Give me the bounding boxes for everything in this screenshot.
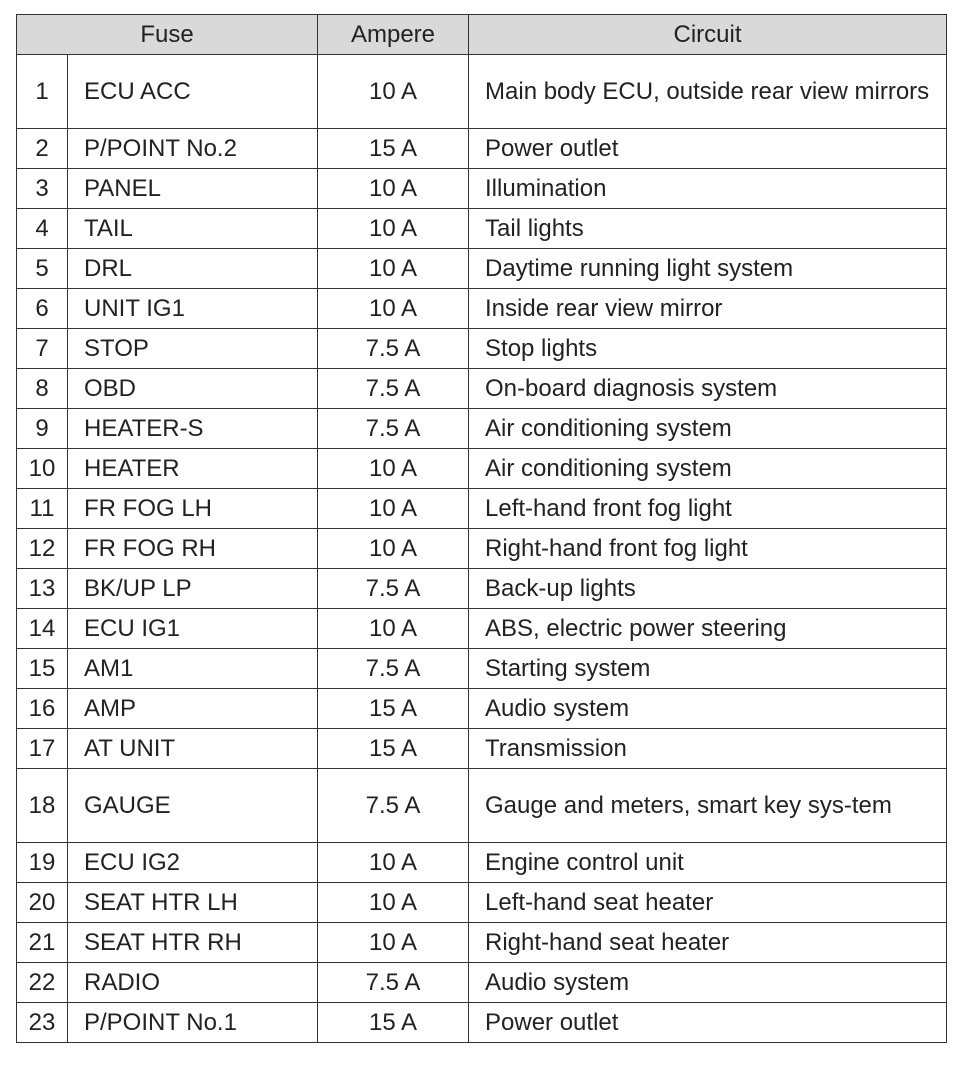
- header-fuse: Fuse: [17, 15, 318, 55]
- circuit-cell: Power outlet: [469, 1003, 947, 1043]
- header-circuit: Circuit: [469, 15, 947, 55]
- ampere-cell: 10 A: [318, 209, 469, 249]
- fuse-name-cell: P/POINT No.1: [68, 1003, 318, 1043]
- circuit-cell: Left-hand seat heater: [469, 883, 947, 923]
- fuse-name-cell: AM1: [68, 649, 318, 689]
- ampere-cell: 7.5 A: [318, 963, 469, 1003]
- table-row: [17, 1003, 947, 1043]
- circuit-cell: Illumination: [469, 169, 947, 209]
- fuse-number-cell: 23: [17, 1003, 68, 1043]
- table-row: [17, 329, 947, 369]
- fuse-number-cell: 6: [17, 289, 68, 329]
- fuse-number-cell: 22: [17, 963, 68, 1003]
- circuit-cell: Main body ECU, outside rear view mirrors: [469, 55, 947, 129]
- table-row: [17, 569, 947, 609]
- fuse-number-cell: 11: [17, 489, 68, 529]
- fuse-number-cell: 14: [17, 609, 68, 649]
- fuse-number-cell: 1: [17, 55, 68, 129]
- fuse-number-cell: 7: [17, 329, 68, 369]
- fuse-name-cell: SEAT HTR LH: [68, 883, 318, 923]
- circuit-cell: Transmission: [469, 729, 947, 769]
- table-row: [17, 609, 947, 649]
- fuse-number-cell: 12: [17, 529, 68, 569]
- table-row: [17, 689, 947, 729]
- fuse-name-cell: STOP: [68, 329, 318, 369]
- fuse-number-cell: 21: [17, 923, 68, 963]
- fuse-number-cell: 15: [17, 649, 68, 689]
- table-row: [17, 249, 947, 289]
- ampere-cell: 10 A: [318, 289, 469, 329]
- ampere-cell: 10 A: [318, 883, 469, 923]
- circuit-cell: Gauge and meters, smart key sys-tem: [469, 769, 947, 843]
- fuse-number-cell: 13: [17, 569, 68, 609]
- ampere-cell: 7.5 A: [318, 409, 469, 449]
- fuse-name-cell: ECU IG2: [68, 843, 318, 883]
- fuse-name-cell: SEAT HTR RH: [68, 923, 318, 963]
- table-row: [17, 529, 947, 569]
- fuse-name-cell: HEATER: [68, 449, 318, 489]
- header-row: [17, 15, 947, 55]
- fuse-name-cell: BK/UP LP: [68, 569, 318, 609]
- circuit-cell: Back-up lights: [469, 569, 947, 609]
- ampere-cell: 15 A: [318, 1003, 469, 1043]
- table-row: [17, 209, 947, 249]
- circuit-cell: Right-hand front fog light: [469, 529, 947, 569]
- fuse-name-cell: FR FOG RH: [68, 529, 318, 569]
- ampere-cell: 7.5 A: [318, 769, 469, 843]
- circuit-cell: Daytime running light system: [469, 249, 947, 289]
- fuse-name-cell: OBD: [68, 369, 318, 409]
- circuit-cell: Air conditioning system: [469, 409, 947, 449]
- circuit-cell: Audio system: [469, 963, 947, 1003]
- fuse-name-cell: P/POINT No.2: [68, 129, 318, 169]
- table-row: [17, 963, 947, 1003]
- circuit-cell: ABS, electric power steering: [469, 609, 947, 649]
- table-row: [17, 369, 947, 409]
- table-row: [17, 449, 947, 489]
- fuse-name-cell: AMP: [68, 689, 318, 729]
- circuit-cell: Starting system: [469, 649, 947, 689]
- fuse-number-cell: 19: [17, 843, 68, 883]
- fuse-name-cell: GAUGE: [68, 769, 318, 843]
- header-ampere: Ampere: [318, 15, 469, 55]
- circuit-cell: Right-hand seat heater: [469, 923, 947, 963]
- ampere-cell: 10 A: [318, 843, 469, 883]
- ampere-cell: 10 A: [318, 529, 469, 569]
- circuit-cell: Engine control unit: [469, 843, 947, 883]
- fuse-name-cell: TAIL: [68, 209, 318, 249]
- table-row: [17, 169, 947, 209]
- fuse-number-cell: 9: [17, 409, 68, 449]
- fuse-number-cell: 10: [17, 449, 68, 489]
- table-row: [17, 489, 947, 529]
- table-row: [17, 883, 947, 923]
- ampere-cell: 10 A: [318, 923, 469, 963]
- ampere-cell: 10 A: [318, 169, 469, 209]
- table-row: [17, 289, 947, 329]
- fuse-number-cell: 18: [17, 769, 68, 843]
- table-row: [17, 729, 947, 769]
- fuse-name-cell: ECU IG1: [68, 609, 318, 649]
- fuse-name-cell: DRL: [68, 249, 318, 289]
- table-row: [17, 843, 947, 883]
- fuse-number-cell: 5: [17, 249, 68, 289]
- ampere-cell: 7.5 A: [318, 329, 469, 369]
- ampere-cell: 7.5 A: [318, 369, 469, 409]
- table-row: [17, 649, 947, 689]
- fuse-name-cell: AT UNIT: [68, 729, 318, 769]
- circuit-cell: Stop lights: [469, 329, 947, 369]
- table-row: [17, 129, 947, 169]
- ampere-cell: 10 A: [318, 489, 469, 529]
- fuse-number-cell: 17: [17, 729, 68, 769]
- ampere-cell: 15 A: [318, 129, 469, 169]
- ampere-cell: 10 A: [318, 609, 469, 649]
- circuit-cell: Tail lights: [469, 209, 947, 249]
- fuse-name-cell: UNIT IG1: [68, 289, 318, 329]
- circuit-cell: Power outlet: [469, 129, 947, 169]
- ampere-cell: 7.5 A: [318, 649, 469, 689]
- fuse-number-cell: 2: [17, 129, 68, 169]
- ampere-cell: 10 A: [318, 55, 469, 129]
- table-row: [17, 769, 947, 843]
- circuit-cell: Air conditioning system: [469, 449, 947, 489]
- table-body: [17, 55, 947, 1043]
- circuit-cell: Inside rear view mirror: [469, 289, 947, 329]
- fuse-name-cell: RADIO: [68, 963, 318, 1003]
- table-row: [17, 55, 947, 129]
- fuse-number-cell: 3: [17, 169, 68, 209]
- ampere-cell: 10 A: [318, 449, 469, 489]
- fuse-table: [16, 14, 947, 1043]
- fuse-name-cell: FR FOG LH: [68, 489, 318, 529]
- fuse-name-cell: PANEL: [68, 169, 318, 209]
- table-row: [17, 409, 947, 449]
- ampere-cell: 10 A: [318, 249, 469, 289]
- fuse-number-cell: 16: [17, 689, 68, 729]
- fuse-number-cell: 20: [17, 883, 68, 923]
- ampere-cell: 15 A: [318, 729, 469, 769]
- fuse-name-cell: ECU ACC: [68, 55, 318, 129]
- circuit-cell: Left-hand front fog light: [469, 489, 947, 529]
- ampere-cell: 7.5 A: [318, 569, 469, 609]
- ampere-cell: 15 A: [318, 689, 469, 729]
- table-row: [17, 923, 947, 963]
- circuit-cell: On-board diagnosis system: [469, 369, 947, 409]
- fuse-number-cell: 8: [17, 369, 68, 409]
- fuse-name-cell: HEATER-S: [68, 409, 318, 449]
- circuit-cell: Audio system: [469, 689, 947, 729]
- fuse-number-cell: 4: [17, 209, 68, 249]
